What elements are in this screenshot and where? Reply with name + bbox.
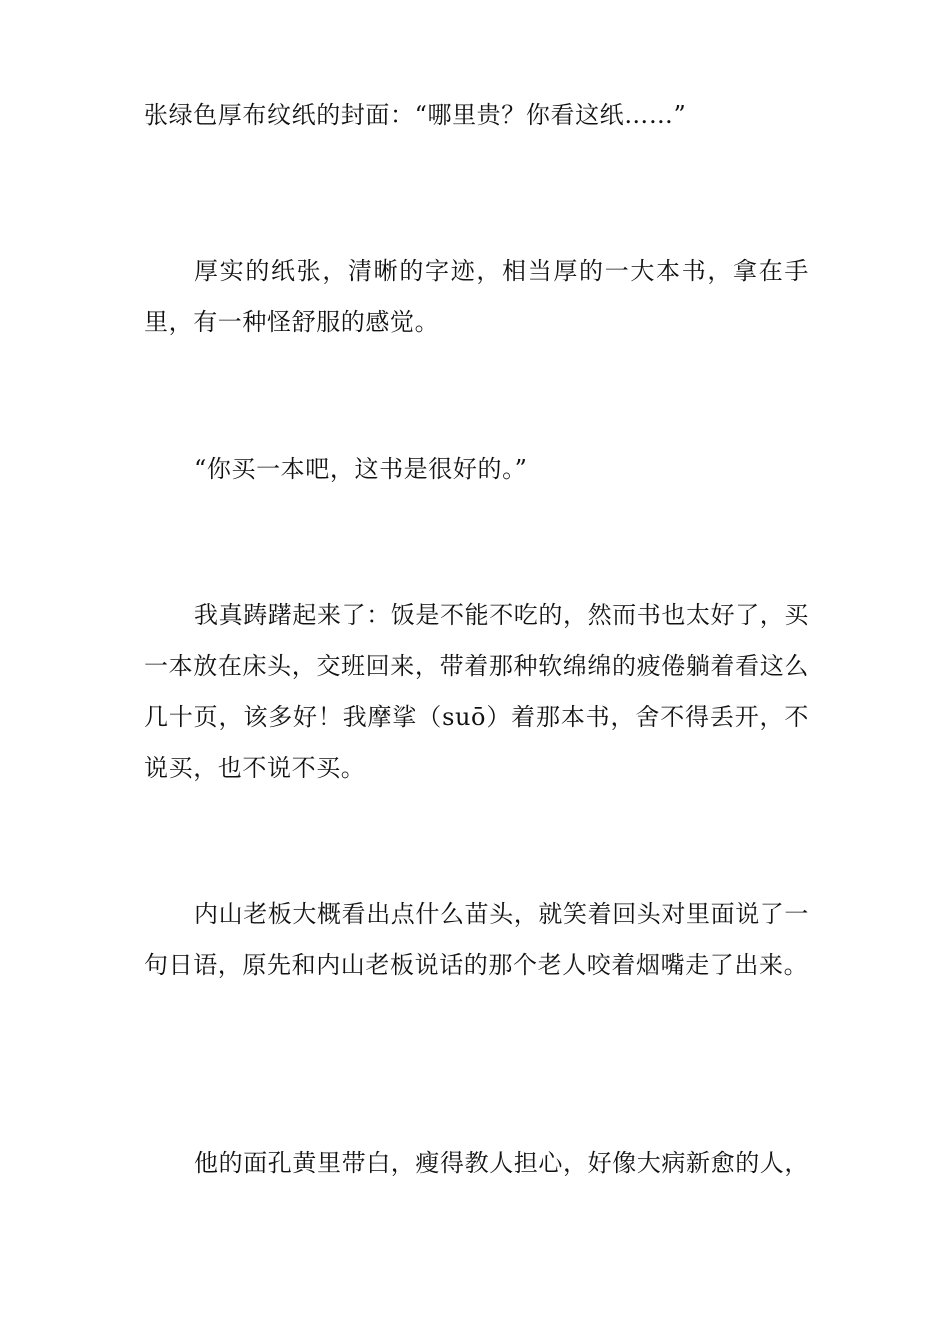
- paragraph: 他的面孔黄里带白，瘦得教人担心，好像大病新愈的人，: [194, 1149, 809, 1177]
- paragraph: 内山老板大概看出点什么苗头，就笑着回头对里面说了一句日语，原先和内山老板说话的那个老人咬着烟嘴走了出来。: [144, 900, 809, 979]
- paragraph: “你买一本吧，这书是很好的。”: [194, 455, 528, 483]
- paragraph-continuation: 张绿色厚布纹纸的封面：“哪里贵？你看这纸……”: [144, 101, 687, 129]
- paragraph: 我真踌躇起来了：饭是不能不吃的，然而书也太好了，买一本放在床头，交班回来，带着那种软绵绵的疲倦躺着看这么几十页，该多好！我摩挲（suō）着那本书，舍不得丢开，不说买，也不说不买。: [144, 601, 809, 782]
- paragraph: 厚实的纸张，清晰的字迹，相当厚的一大本书，拿在手里，有一种怪舒服的感觉。: [144, 257, 809, 336]
